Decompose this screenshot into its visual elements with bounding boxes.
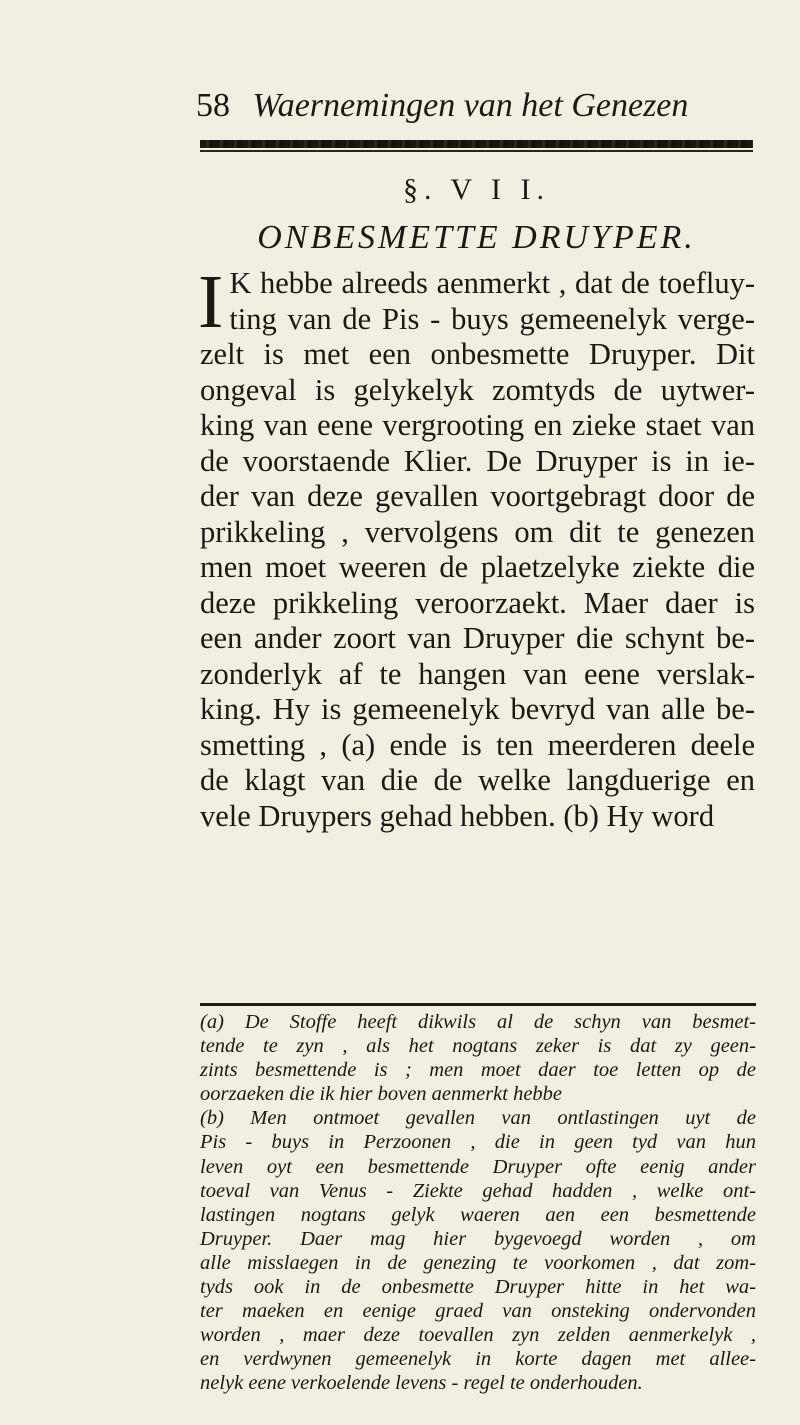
- footnote-line: (b) Men ontmoet gevallen van ontlastingen uyt de: [200, 1107, 756, 1130]
- running-head: [196, 86, 756, 126]
- ornamental-rule: [200, 140, 753, 148]
- footnote-line: oorzaeken die ik hier boven aenmerkt hebbe: [200, 1083, 563, 1106]
- footnote-line: tende te zyn , als het nogtans zeker is dat zy geen-: [200, 1035, 756, 1058]
- body-line: de klagt van die de welke langduerige en: [200, 763, 755, 797]
- footnote-line: lastingen nogtans gelyk waeren aen een besmettende: [200, 1203, 756, 1226]
- thin-rule: [200, 150, 753, 152]
- body-line: der van deze gevallen voortgebragt door de: [200, 479, 755, 513]
- body-line: vele Druypers gehad hebben. (b) Hy word: [200, 798, 715, 833]
- footnote-line: ter maeken en eenige graed van onsteking ondervonden: [200, 1300, 756, 1323]
- body-line: men moet weeren de plaetzelyke ziekte die: [200, 550, 755, 584]
- footnote-line: en verdwynen gemeenelyk in korte dagen met allee-: [200, 1348, 756, 1371]
- body-line: deze prikkeling veroorzaekt. Maer daer is: [200, 585, 755, 620]
- body-line: zonderlyk af te hangen van eene verslak-: [200, 656, 755, 691]
- page-number: 58: [196, 87, 230, 124]
- footnote-line: (a) De Stoffe heeft dikwils al de schyn van besmet-: [200, 1011, 756, 1033]
- body-line: prikkeling , vervolgens om dit te genezen: [200, 514, 755, 549]
- footnote-line: Pis - buys in Perzoonen , die in geen tyd van hun: [200, 1131, 756, 1154]
- body-line: K hebbe alreeds aenmerkt , dat de toefluy-: [229, 266, 755, 300]
- drop-cap: I: [198, 260, 224, 344]
- footnote-line: worden , maer deze toevallen zyn zelden aenmerkelyk ,: [200, 1324, 756, 1347]
- body-line: ongeval is gelykelyk zomtyds de uytwer-: [200, 372, 755, 407]
- footnote-line: alle misslaegen in de genezing te voorkomen , dat zom-: [200, 1251, 756, 1274]
- footnote-line: tyds ook in de onbesmette Druyper hitte in het wa-: [200, 1276, 756, 1299]
- body-line: ting van de Pis - buys gemeenelyk verge-: [229, 301, 755, 336]
- running-title: Waernemingen van het Genezen: [252, 87, 689, 124]
- body-line: de voorstaende Klier. De Druyper is in ie-: [200, 443, 755, 478]
- body-line: king van eene vergrooting en zieke staet van: [200, 408, 755, 442]
- body-line: zelt is met een onbesmette Druyper. Dit: [200, 337, 755, 371]
- body-text: [198, 260, 755, 834]
- body-line: een ander zoort van Druyper die schynt be-: [200, 621, 755, 655]
- section-title: ONBESMETTE DRUYPER.: [257, 219, 696, 256]
- footnote-line: toeval van Venus - Ziekte gehad hadden , welke ont-: [200, 1179, 756, 1202]
- footnote-line: nelyk eene verkoelende levens - regel te onderhouden.: [200, 1372, 643, 1395]
- section-number: §. V I I.: [402, 173, 551, 206]
- footnote-line: Druyper. Daer mag hier bygevoegd worden , om: [200, 1227, 756, 1250]
- footnote-line: zints besmettende is ; men moet daer toe letten op de: [200, 1059, 756, 1082]
- footnote-line: leven oyt een besmettende Druyper ofte eenig ander: [200, 1155, 756, 1178]
- footnotes: [200, 1010, 756, 1396]
- body-line: smetting , (a) ende is ten meerderen deele: [200, 727, 755, 762]
- footnote-rule: [200, 1003, 756, 1006]
- body-line: king. Hy is gemeenelyk bevryd van alle be-: [200, 692, 755, 726]
